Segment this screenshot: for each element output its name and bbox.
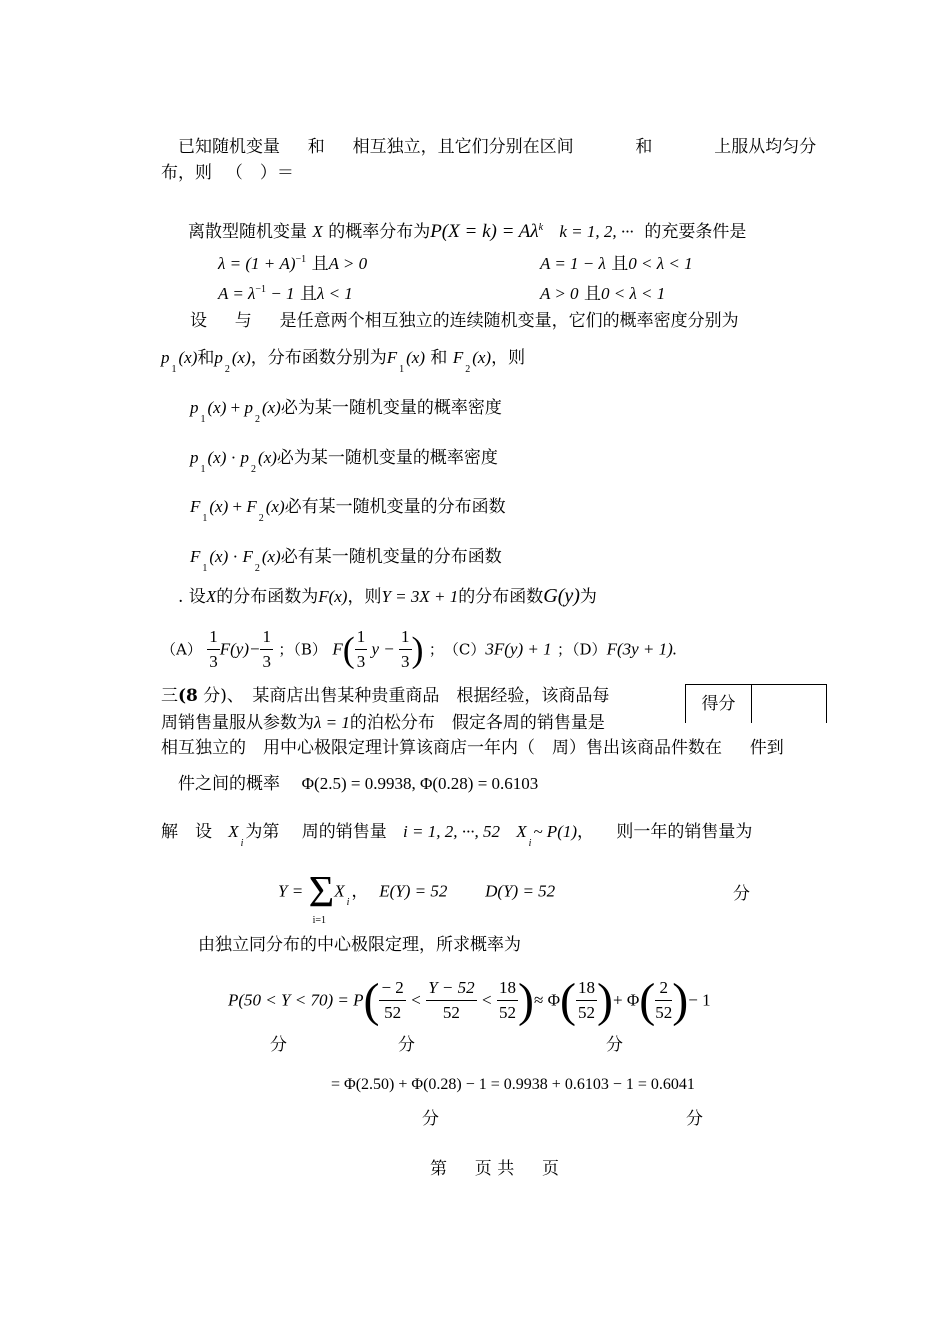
q5-line4: 件之间的概率 Φ(2.5) = 0.9938, Φ(0.28) = 0.6103 [178,774,539,794]
score-mark: 分 [398,1035,415,1055]
score-mark: 分 [270,1035,287,1055]
fraction-2-over-52: $\frac{2}{52}$ [655,977,673,1023]
q4-stem: . 设X的分布函数为F(x)，则Y = 3X + 1的分布函数G(y)为 [178,585,597,607]
score-mark: 分 [422,1109,439,1129]
score-label: 得分 [686,685,752,723]
fraction-one-third: $\frac{1}{3}$ [401,627,410,672]
q2-option-d: A > 0 且0 < λ < 1 [540,284,666,304]
q4-options: （A） $\frac{1}{3}$ F(y)− $\frac{1}{3}$ ；（B） F( $\frac{1}{3}$ y − $\frac{1}{3}$ ) ； （C）3F(y) + 1 ；（D）F(3y + 1). [161,627,678,672]
fraction-18-over-52: $\frac{18}{52}$ [499,977,517,1023]
score-mark: 分 [606,1035,623,1055]
score-box [685,684,827,723]
q4-option-a-label: （A） [161,640,202,659]
q2-stem: 离散型随机变量 X 的概率分布为$P(X = k) = A\lambda^k$ k = 1, 2, ··· 的充要条件是 [188,221,747,242]
q3-stem-line2: $p_1(x)$和$p_2(x)$，分布函数分别为$F_1(x)$ 和 $F_2(x)$，则 [161,348,526,375]
score-cell[interactable] [752,685,826,723]
q3-option-d: $F_1(x) \cdot F_2(x)$必有某一随机变量的分布函数 [190,547,502,574]
q3-option-c: $F_1(x) + F_2(x)$必有某一随机变量的分布函数 [190,497,506,524]
q5-line2: 周销售量服从参数为λ = 1的泊松分布 假定各周的销售量是 [161,713,605,733]
fraction-minus2-over-52: $\frac{- 2}{52}$ [381,977,404,1023]
fraction-one-third: $\frac{1}{3}$ [356,627,366,672]
q4-option-d-label: ；（D） [557,640,607,659]
fraction-one-third: $\frac{1}{3}$ [262,627,271,672]
q2-option-a: $\lambda = (1 + A)^{-1}$ 且A > 0 [218,254,368,274]
solution-clt-text: 由独立同分布的中心极限定理，所求概率为 [198,935,521,955]
solution-probability-eq: P(50 < Y < 70) = P( $\frac{- 2}{52}$ < $\frac{Y - 52}{52}$ < $\frac{18}{52}$ )≈ Φ( $\frac{18}{52}$ )+ Φ( $\frac{2}{52}$ )− 1 [228,974,711,1027]
score-mark: 分 [733,884,750,904]
sum-icon: Σ [308,867,335,916]
page-footer: 第 页 共 页 [430,1159,560,1179]
q2-option-b: A = 1 − λ 且0 < λ < 1 [540,254,693,274]
q1-line1: 已知随机变量 和 相互独立，且它们分别在区间 和 上服从均匀分 [178,137,817,157]
q2-option-c: $A = \lambda^{-1} - 1$ 且λ < 1 [218,284,353,304]
q3-stem-line1: 设 与 是任意两个相互独立的连续随机变量，它们的概率密度分别为 [190,311,739,331]
q3-option-b: $p_1(x) \cdot p_2(x)$必为某一随机变量的概率密度 [190,448,498,475]
score-mark: 分 [686,1109,703,1129]
solution-y-sum: Y = Σ i=1 $X_i$， E(Y) = 52 D(Y) = 52 [278,867,556,926]
q5-line3: 相互独立的 用中心极限定理计算该商店一年内（ 周）售出该商品件数在 件到 [161,738,784,758]
q4-option-b-label: ；（B） [278,640,327,659]
fraction-one-third: $\frac{1}{3}$ [209,627,218,672]
q4-option-c-label: ； （C） [428,640,486,659]
solution-final: = Φ(2.50) + Φ(0.28) − 1 = 0.9938 + 0.6103 − 1 = 0.6041 [331,1076,695,1093]
q5-line1: 三(8 分)、 某商店出售某种贵重商品 根据经验，该商品每 [161,686,610,706]
solution-intro: 解 设 $X_i$为第 周的销售量 i = 1, 2, ···, 52 $X_i\sim$ P(1)， 则一年的销售量为 [161,822,753,849]
fraction-18-over-52: $\frac{18}{52}$ [578,977,596,1023]
fraction-y-minus-52-over-52: $\frac{Y - 52}{52}$ [428,977,475,1023]
q3-option-a: $p_1(x) + p_2(x)$必为某一随机变量的概率密度 [190,398,502,425]
q1-line2: 布，则 （ ）＝ [161,163,294,183]
